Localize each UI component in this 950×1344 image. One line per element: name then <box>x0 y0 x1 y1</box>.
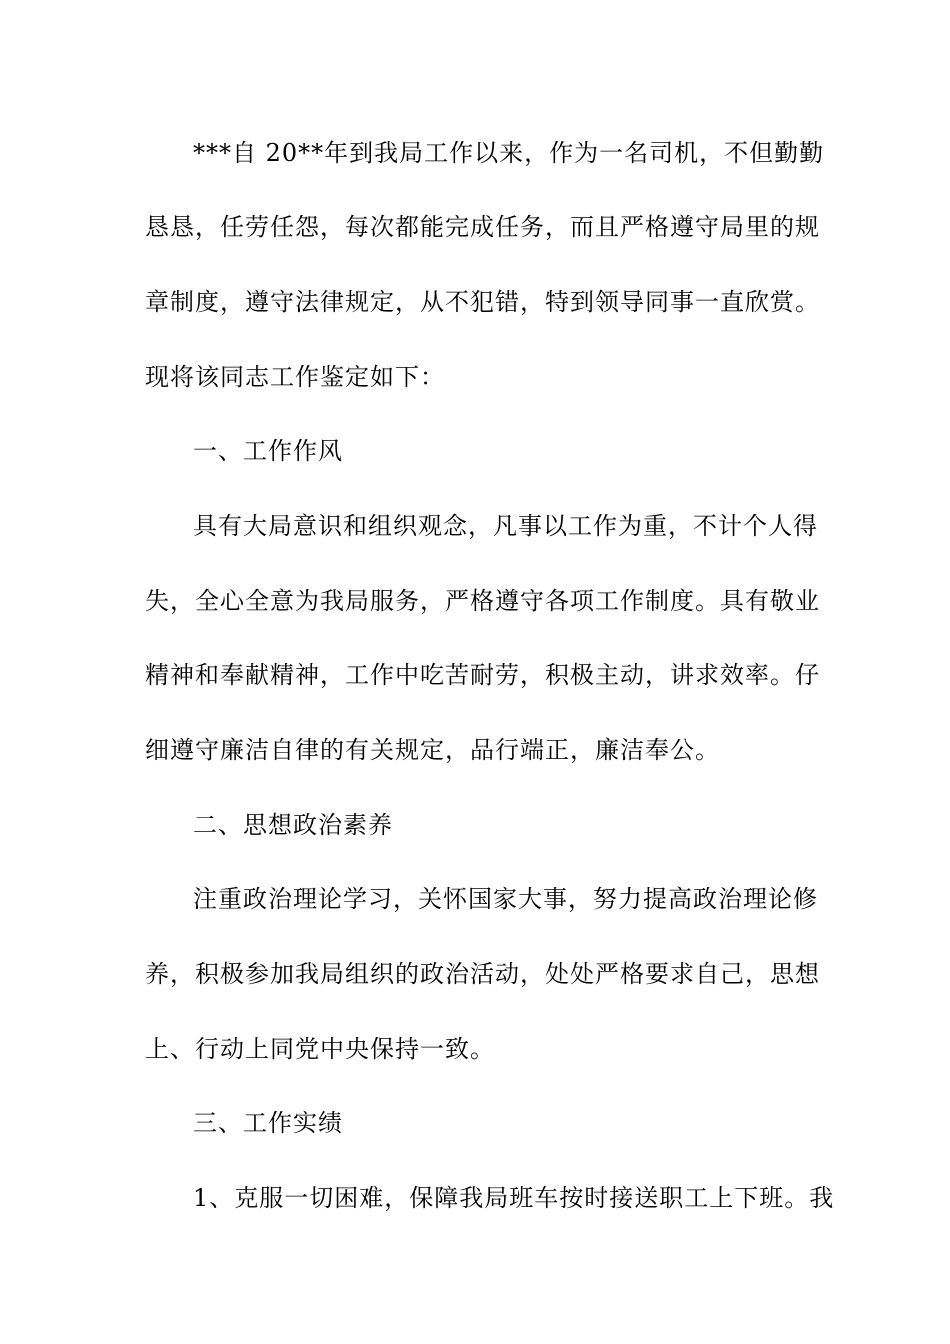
section-heading-political-quality: 二、思想政治素养 <box>193 811 393 839</box>
paragraph-3-line-1: 注重政治理论学习，关怀国家大事，努力提高政治理论修 <box>193 885 818 913</box>
paragraph-3-line-3: 上、行动上同党中央保持一致。 <box>145 1035 495 1063</box>
paragraph-1-line-3: 章制度，遵守法律规定，从不犯错，特到领导同事一直欣赏。 <box>145 288 820 316</box>
paragraph-2-line-4: 细遵守廉洁自律的有关规定，品行端正，廉洁奉公。 <box>145 736 720 764</box>
paragraph-2-line-1: 具有大局意识和组织观念，凡事以工作为重，不计个人得 <box>193 512 818 540</box>
paragraph-1-line-1: ***自 20**年到我局工作以来，作为一名司机，不但勤勤 <box>193 139 825 167</box>
paragraph-4-line-1: 1、克服一切困难，保障我局班车按时接送职工上下班。我 <box>193 1184 835 1212</box>
section-heading-work-style: 一、工作作风 <box>193 437 343 465</box>
paragraph-2-line-2: 失，全心全意为我局服务，严格遵守各项工作制度。具有敬业 <box>145 587 820 615</box>
section-heading-work-results: 三、工作实绩 <box>193 1109 343 1137</box>
paragraph-2-line-3: 精神和奉献精神，工作中吃苦耐劳，积极主动，讲求效率。仔 <box>145 661 820 689</box>
paragraph-1-line-4: 现将该同志工作鉴定如下： <box>145 363 445 391</box>
paragraph-1-line-2: 恳恳，任劳任怨，每次都能完成任务，而且严格遵守局里的规 <box>145 213 820 241</box>
paragraph-3-line-2: 养，积极参加我局组织的政治活动，处处严格要求自己，思想 <box>145 960 820 988</box>
